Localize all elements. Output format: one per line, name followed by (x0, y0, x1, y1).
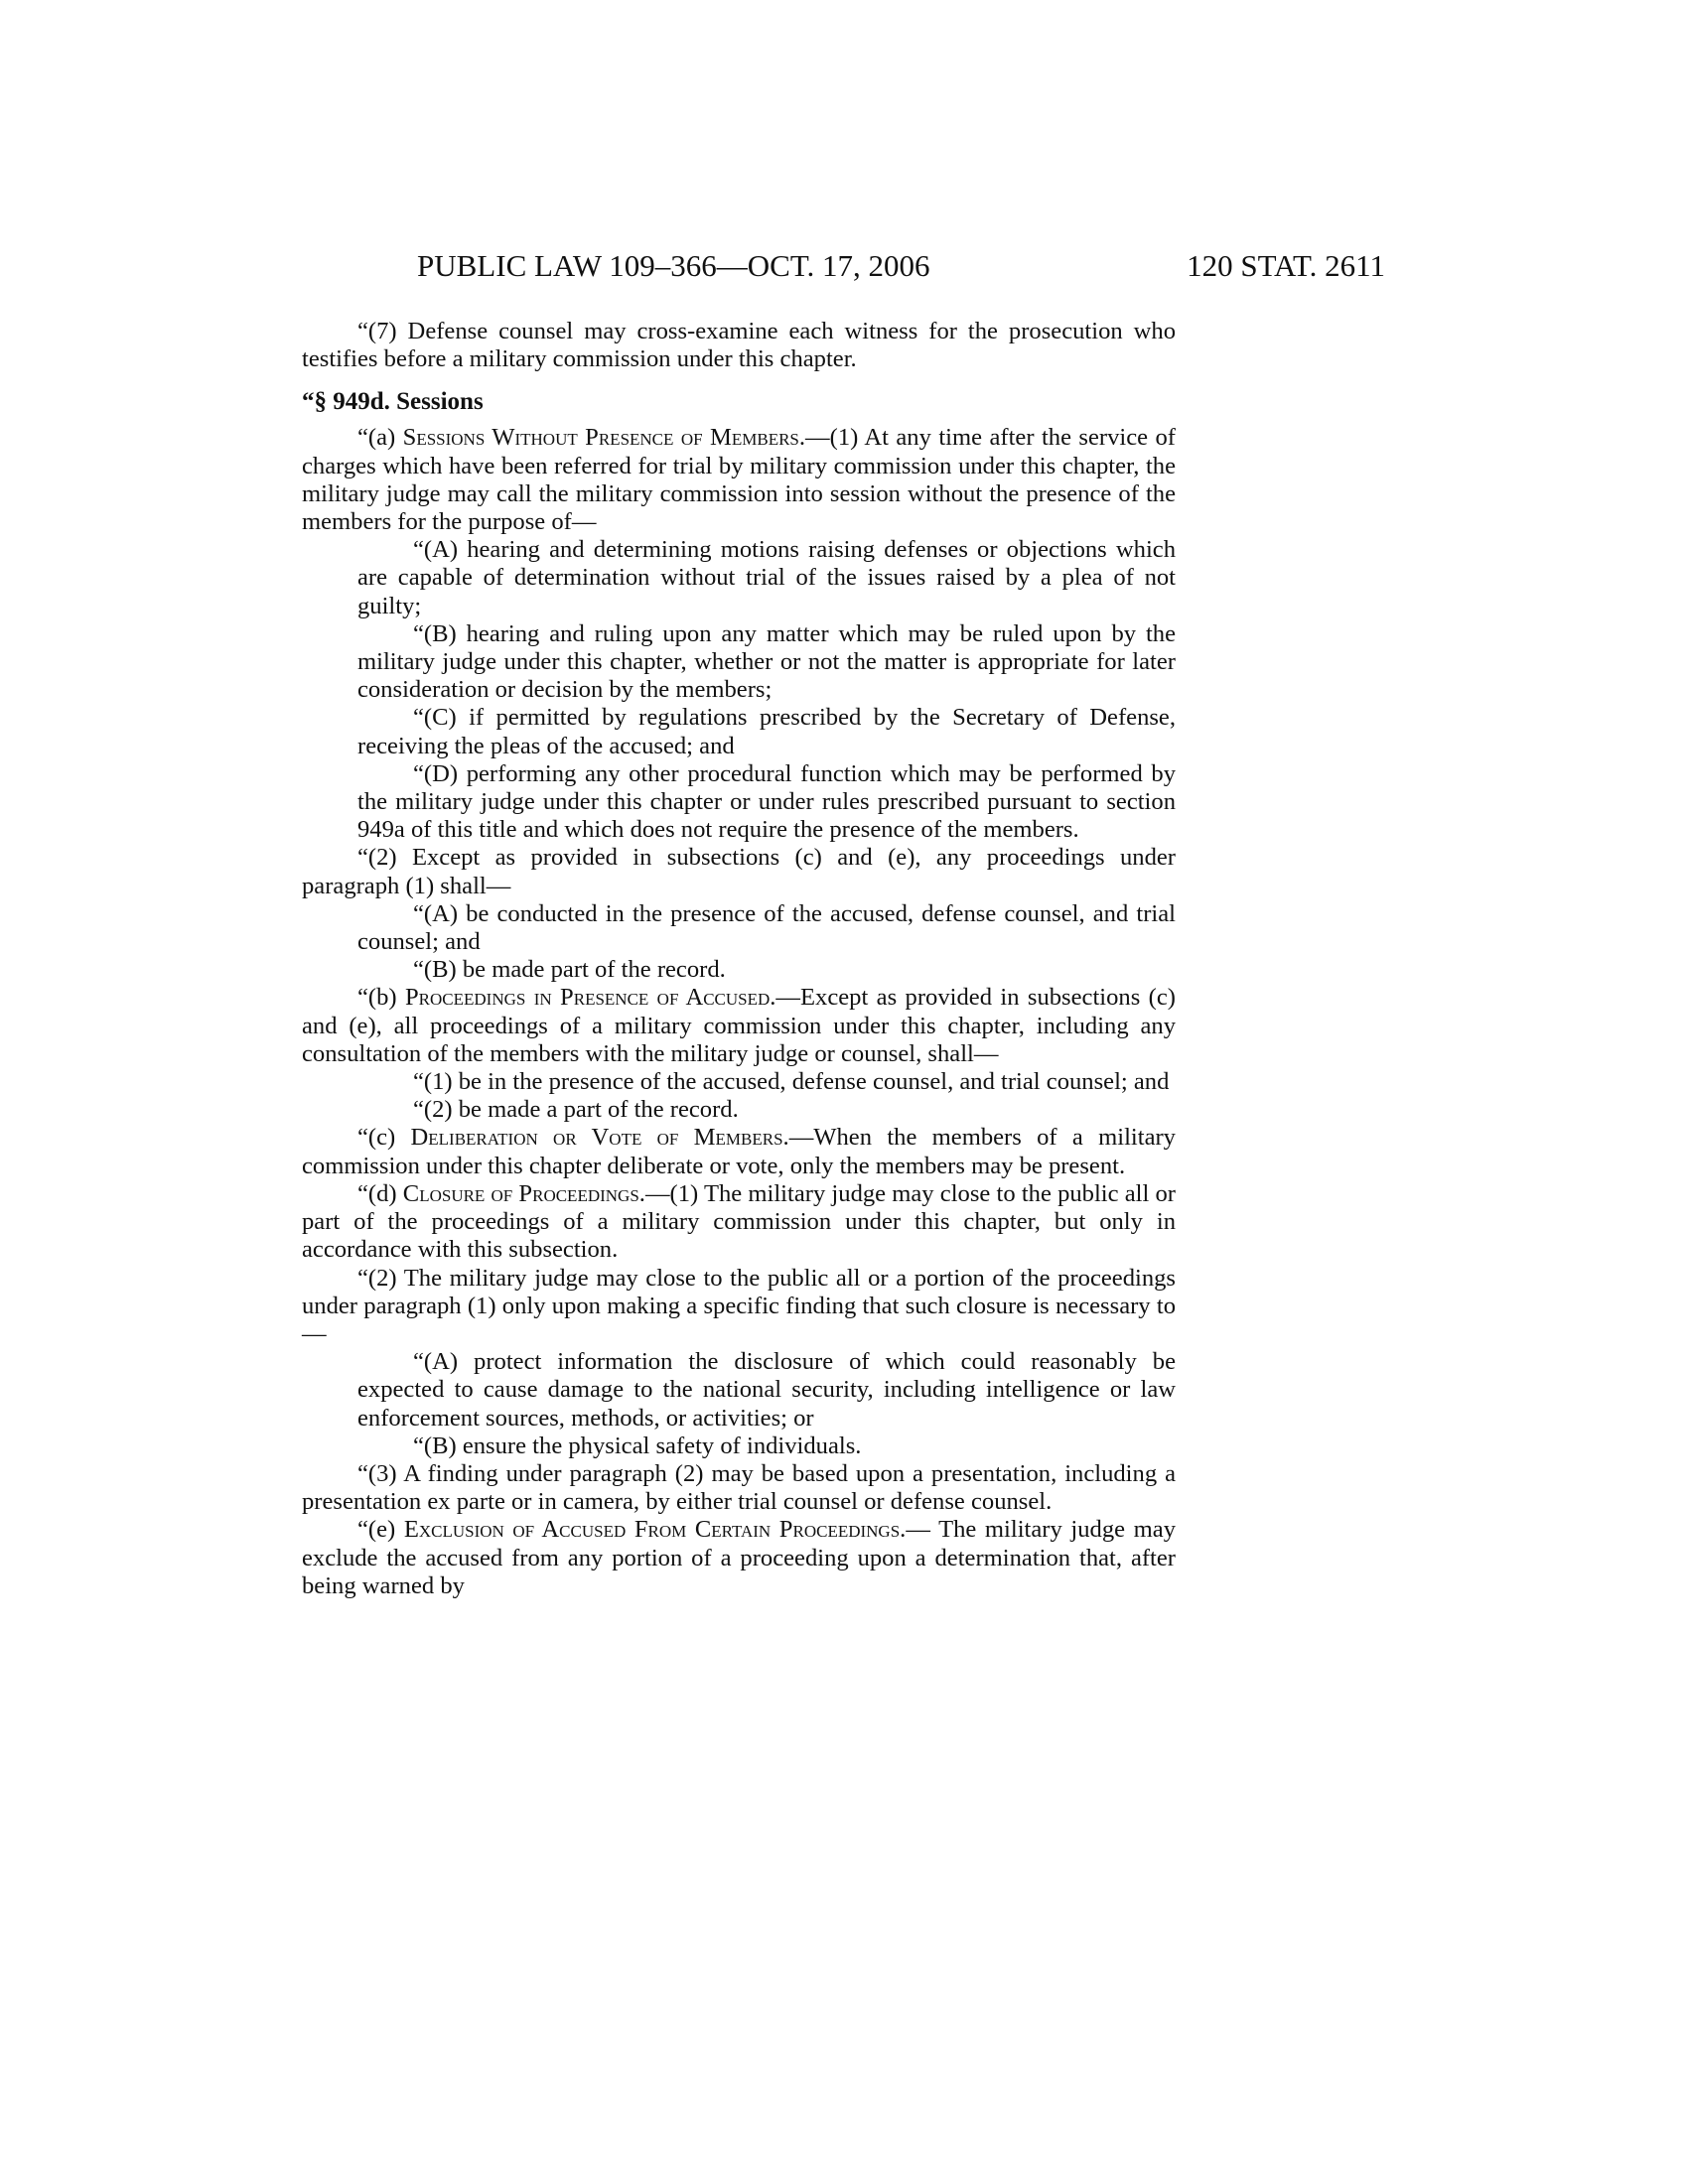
clause-a1D: “(D) performing any other procedural function which may be performed by the military judge under this chapter or under rules prescribed pursuant to section 949a of this title and which does not require the presence of the members. (357, 759, 1176, 844)
running-header (417, 246, 1385, 286)
subsection-a (302, 424, 1176, 536)
subsection-d (302, 1180, 1176, 1265)
paragraph-a2: “(2) Except as provided in subsections (c) and (e), any proceedings under paragraph (1) shall— (302, 844, 1176, 899)
subsection-a-lead: “(a) (357, 424, 403, 452)
subsection-a-text: —(1) At any time after the service of charges which have been referred for trial by military commission under this chapter, the military judge may call the military commission into session without the presence of the members for the purpose of— (302, 424, 1176, 536)
clause-a1C: “(C) if permitted by regulations prescribed by the Secretary of Defense, receiving the pleas of the accused; and (357, 704, 1176, 759)
subsection-c-lead: “(c) (357, 1124, 411, 1152)
subsection-b (302, 984, 1176, 1068)
section-heading: “§ 949d. Sessions (302, 388, 484, 416)
subsection-d-caption: Closure of Proceedings. (402, 1179, 645, 1207)
header-title: PUBLIC LAW 109–366—OCT. 17, 2006 (417, 248, 930, 283)
subsection-d-lead: “(d) (357, 1179, 403, 1207)
paragraph-7: “(7) Defense counsel may cross-examine each witness for the prosecution who testifies before a military commission under this chapter. (302, 318, 1176, 373)
clause-a1B: “(B) hearing and ruling upon any matter which may be ruled upon by the military judge under this chapter, whether or not the matter is appropriate for later consideration or decision by the members; (357, 619, 1176, 704)
subsection-b-lead: “(b) (357, 984, 405, 1012)
clause-d2A: “(A) protect information the disclosure of which could reasonably be expected to cause damage to the national security, including intelligence or law enforcement sources, methods, or activities; or (357, 1348, 1176, 1432)
subsection-c (302, 1124, 1176, 1179)
clause-a1A: “(A) hearing and determining motions raising defenses or objections which are capable of determination without trial of the issues raised by a plea of not guilty; (357, 536, 1176, 619)
paragraph-d2: “(2) The military judge may close to the public all or a portion of the proceedings under paragraph (1) only upon making a specific finding that such closure is necessary to— (302, 1264, 1176, 1347)
paragraph-d3: “(3) A finding under paragraph (2) may be based upon a presentation, including a presentation ex parte or in camera, by either trial counsel or defense counsel. (302, 1459, 1176, 1516)
subsection-b-caption: Proceedings in Presence of Accused. (404, 984, 776, 1012)
clause-d2B: “(B) ensure the physical safety of individuals. (413, 1432, 862, 1459)
subsection-e (302, 1516, 1176, 1600)
paragraph-b2: “(2) be made a part of the record. (413, 1096, 739, 1124)
header-stat-citation: 120 STAT. 2611 (1187, 248, 1385, 283)
subsection-e-lead: “(e) (357, 1516, 404, 1544)
subsection-e-text: — The military judge may exclude the accused from any portion of a proceeding upon a determination that, after being warned by (302, 1516, 1176, 1599)
paragraph-b1: “(1) be in the presence of the accused, defense counsel, and trial counsel; and (413, 1068, 1170, 1096)
subsection-a-caption: Sessions Without Presence of Members. (402, 424, 806, 452)
subsection-e-caption: Exclusion of Accused From Certain Proceedings. (403, 1516, 907, 1544)
clause-a2A: “(A) be conducted in the presence of the accused, defense counsel, and trial counsel; and (357, 899, 1176, 956)
subsection-c-text: —When the members of a military commission under this chapter deliberate or vote, only the members may be present. (302, 1124, 1176, 1179)
subsection-d-text: —(1) The military judge may close to the public all or part of the proceedings of a military commission under this chapter, but only in accordance with this subsection. (302, 1179, 1176, 1264)
subsection-b-text: —Except as provided in subsections (c) and (e), all proceedings of a military commission under this chapter, including any consultation of the members with the military judge or counsel, shall— (302, 984, 1176, 1067)
subsection-c-caption: Deliberation or Vote of Members. (410, 1124, 789, 1152)
statute-text (302, 318, 1176, 1600)
clause-a2B: “(B) be made part of the record. (413, 956, 726, 984)
